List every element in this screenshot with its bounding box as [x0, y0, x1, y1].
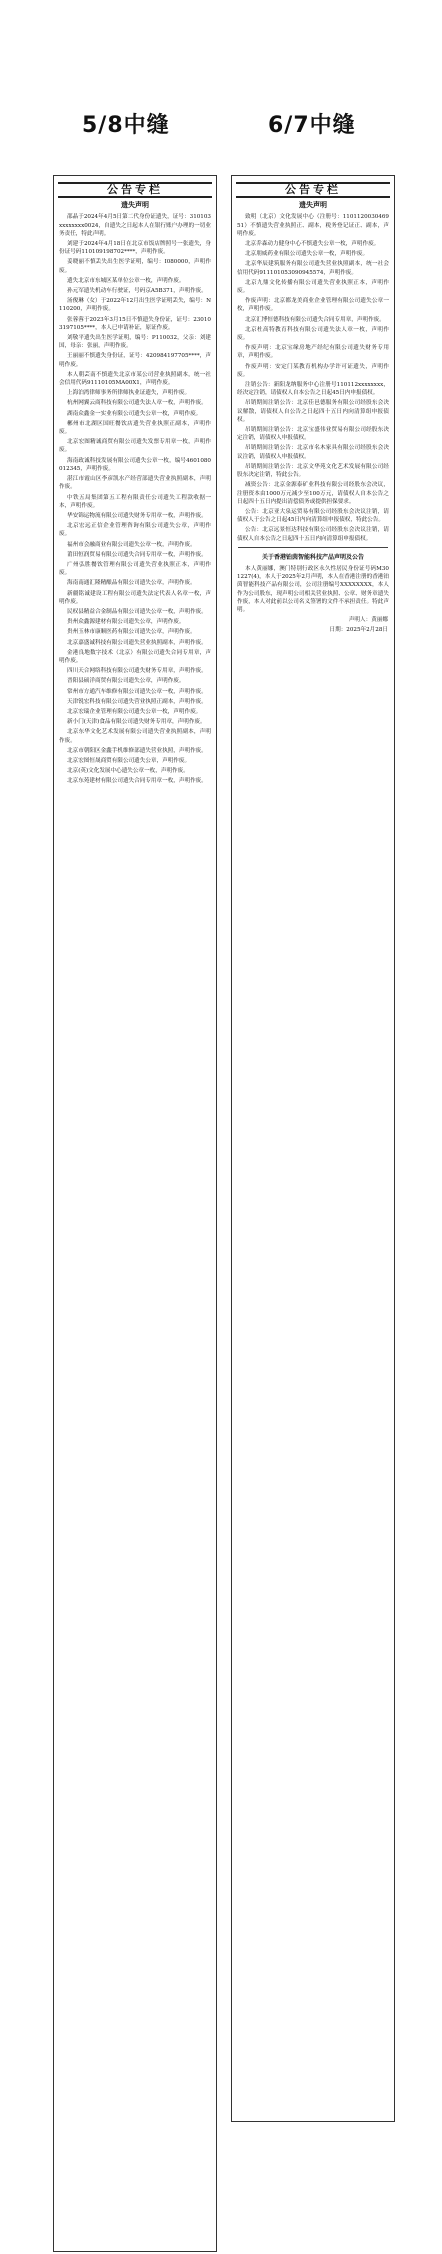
notice-item: 上海泊湾律师事务所律师执业证遗失，声明作废。: [67, 390, 191, 397]
notice-item: 吊销期间注销公告：北京文华苑文化艺术发展有限公司经股东决定注销，特此公告。: [237, 463, 389, 479]
section-title: 遗失声明: [121, 201, 149, 210]
signature-name: 声明人：黄丽娜: [348, 617, 388, 624]
notice-item: 北京华辰建筑服务有限公司遗失营业执照副本，统一社会信用代码911101053090945574，声明作废。: [237, 261, 389, 276]
notice-item: 中铁五局集团第五工程有限责任公司遗失工程款收据一本，声明作废。: [59, 494, 211, 509]
notice-item: 贵州玉林市康顺医药有限公司遗失公章，声明作废。: [67, 629, 196, 636]
notice-item: 天津锐宏科技有限公司遗失营业执照正副本，声明作废。: [67, 698, 207, 705]
notice-item: 晋阳县硕洋商贸有限公司遗失公章，声明作废。: [67, 678, 185, 685]
notice-item: 刘敬平遗失出生医学证明，编号：P110032，父亲：刘建国，母亲：张丽，声明作废。: [59, 335, 211, 350]
notice-item: 北京乔森动力健身中心不慎遗失公章一枚，声明作废。: [245, 241, 380, 248]
notice-item: 北京汇博恒德科技有限公司遗失合同专用章，声明作废。: [245, 316, 385, 323]
notice-item: 汤俊琳（女）于2022年12月出生医学证明丢失，编号：N110200，声明作废。: [59, 298, 211, 313]
notice-item: 北京宏远正信企业管理咨询有限公司遗失公章，声明作废。: [59, 523, 211, 538]
notice-item: 张蓉蓉于2023年3月15日不慎遗失身份证，证号：230103197105****，本人已申请补证，原证作废。: [59, 316, 211, 331]
notice-item: 贵州众鑫源建材有限公司遗失公章，声明作废。: [67, 619, 185, 626]
notice-item: 公告：北京亚大泉运贸易有限公司经股东会决议注销，请债权人于公告之日起45日内向清算组申报债权，特此公告。: [237, 508, 389, 524]
notice-item: 莆田恒润贸易有限公司遗失合同专用章一枚，声明作废。: [67, 551, 207, 558]
notice-item: 海南南通汇隆精酿品有限公司遗失公章，声明作废。: [67, 580, 196, 587]
notice-item: 四川天合网络科技有限公司遗失财务专用章，声明作废。: [67, 668, 207, 675]
column-banner: 公告专栏: [236, 182, 390, 198]
notice-list: [54, 213, 216, 785]
notice-item: 华安锦运物流有限公司遗失财务专用章一枚，声明作废。: [67, 512, 207, 519]
notice-column-left: [53, 175, 217, 2252]
special-notice-title: 关于香港铂茵智能科技产品声明及公告: [261, 553, 364, 561]
notice-item: 作废声明：安定门某教育机构办学许可证遗失，声明作废。: [237, 363, 389, 378]
notice-item: 新小门(天津)食品有限公司遗失财务专用章，声明作废。: [67, 719, 206, 726]
signature-date: 日期：2025年2月28日: [329, 627, 388, 634]
notice-item: 作废声明：北京宝缘房地产经纪有限公司遗失财务专用章，声明作废。: [237, 345, 389, 360]
notice-item: 致明（北京）文化发展中心（注册号：110112003046951）不慎遗失营业执照正、副本，税务登记证正、副本，声明作废。: [237, 214, 389, 237]
notice-item: 湛江市霞山区李彦凯水产经营部遗失营业执照副本，声明作废。: [59, 476, 211, 491]
notice-item: 民权县精益合金制品有限公司遗失公章一枚，声明作废。: [67, 608, 207, 615]
notice-item: 注销公告：新阳龙纳服务中心注册号110112xxxxxxxx，经决定注销，请债权人自本公告之日起45日内申报债权。: [237, 382, 389, 397]
notice-item: 金港良地数字技术（北京）有限公司遗失合同专用章，声明作废。: [59, 649, 211, 664]
notice-item: 公告：北京远景恒达科技有限公司经股东会决议注销，请债权人自本公告之日起四十五日内向清算组申报债权。: [237, 527, 389, 542]
notice-item: 作废声明：北京都龙美商业企业管理有限公司遗失公章一枚，声明作废。: [237, 298, 389, 313]
notice-item: 王丽丽不慎遗失身份证，证号：420984197705****，声明作废。: [59, 353, 211, 368]
notice-item: 湖南众鑫金一实业有限公司遗失公章一枚，声明作废。: [67, 410, 202, 417]
notice-item: 邵晶于2024年4月5日第二代身份证遗失，证号：310103xxxxxxxx0024，自遗失之日起本人在银行账户办理的一切业务责任，特此声明。: [59, 214, 211, 237]
notice-item: 吊销期间注销公告：北京佳邑德服务有限公司经股东会决议解散，请债权人自公告之日起四十五日内向清算组申报债权。: [237, 400, 389, 423]
column-banner: 公告专栏: [58, 182, 212, 198]
notice-item: 郴州市北湖区国旺餐饮店遗失营业执照正副本，声明作废。: [59, 420, 211, 436]
notice-item: 北京宏图恒晟商贸有限公司遗失公章，声明作废。: [67, 757, 191, 764]
notice-item: 广州弘胜餐饮管理有限公司遗失营业执照正本，声明作废。: [59, 561, 211, 577]
page-label-left: 5/8中缝: [82, 113, 170, 138]
notice-item: 北京宏瑞企业管理有限公司遗失公章一枚，声明作废。: [67, 708, 202, 715]
notice-item: 孙元军遗失机动车行驶证，号码京A5B371，声明作废。: [67, 288, 207, 295]
notice-item: 北京(英)文化发展中心遗失公章一枚，声明作废。: [67, 768, 189, 775]
notice-item: 刘建于2024年4月18日在北京市饭店牌照号一张遗失，身份证号码110109198702****，声明作废。: [59, 241, 211, 256]
notice-item: 北京杜高特教育科技有限公司遗失法人章一枚，声明作废。: [237, 326, 389, 342]
notice-column-right: [231, 175, 395, 2122]
notice-item: 北京东华文化艺术发展有限公司遗失营业执照副本，声明作废。: [59, 729, 211, 744]
notice-item: 北京嘉盛诚科技有限公司遗失营业执照副本，声明作废。: [67, 639, 207, 646]
notice-item: 减资公告：北京金源泰矿业科技有限公司经股东会决议，注册资本由1000万元减少至100万元，请债权人自本公告之日起四十五日内提出清偿债务或提供担保要求。: [237, 482, 389, 505]
notice-item: 福州市会融商业有限公司遗失公章一枚，声明作废。: [67, 541, 196, 548]
notice-item: 吊销期间注销公告：北京宝盛伟业贸易有限公司经股东决定注销，请债权人申报债权。: [237, 427, 389, 442]
notice-item: 本人朝芸南不慎遗失北京市某公司营业执照副本，统一社会信用代码91110105MA00X1，声明作废。: [59, 371, 211, 387]
notice-item: 吊销期间注销公告：北京市名木家具有限公司经股东会决议注销，请债权人申报债权。: [237, 445, 389, 460]
notice-item: 北京东苑建材有限公司遗失合同专用章一枚，声明作废。: [67, 778, 207, 785]
section-title: 遗失声明: [299, 201, 327, 210]
notice-item: 北京宏图精诚商贸有限公司遗失发票专用章一枚，声明作废。: [59, 439, 211, 454]
notice-item: 杭州网翼云商科技有限公司遗失法人章一枚，声明作废。: [67, 400, 207, 407]
notice-item: 遗失北京市东城区某单位公章一枚，声明作废。: [67, 277, 185, 284]
notice-item: 海南政诚科技发展有限公司遗失公章一枚，编号4601080012345，声明作废。: [59, 457, 211, 472]
divider: [238, 547, 388, 548]
notice-item: 新疆铭诚建设工程有限公司遗失法定代表人名章一枚，声明作废。: [59, 590, 211, 605]
notice-item: 北京市朝阳区金鑫手机维修部遗失营业执照，声明作废。: [67, 747, 207, 754]
page-label-right: 6/7中缝: [268, 113, 356, 138]
notice-item: 常州市方通汽车维修有限公司遗失公章一枚，声明作废。: [67, 688, 207, 695]
notice-list: [232, 213, 394, 542]
notice-item: 姜晓丽不慎丢失出生医学证明，编号：I080000，声明作废。: [59, 259, 211, 274]
notice-item: 北京朋威药业有限公司遗失公章一枚，声明作废。: [245, 251, 369, 258]
special-notice-body: 本人黄丽娜，澳门特别行政区永久性居民身份证号码M301227(4)，本人于2025年2月声明，本人在香港注册的香港铂茵智能科技产品有限公司，公司注册编号XXXXXXXX，本人作为公司股东，现声明公司相关营业执照、公章、财务章遗失作废，本人对此前以公司名义签署的文件不承担责任。特此声明。: [237, 565, 389, 613]
notice-item: 北京九鼎文化传播有限公司遗失营业执照正本，声明作废。: [237, 279, 389, 295]
